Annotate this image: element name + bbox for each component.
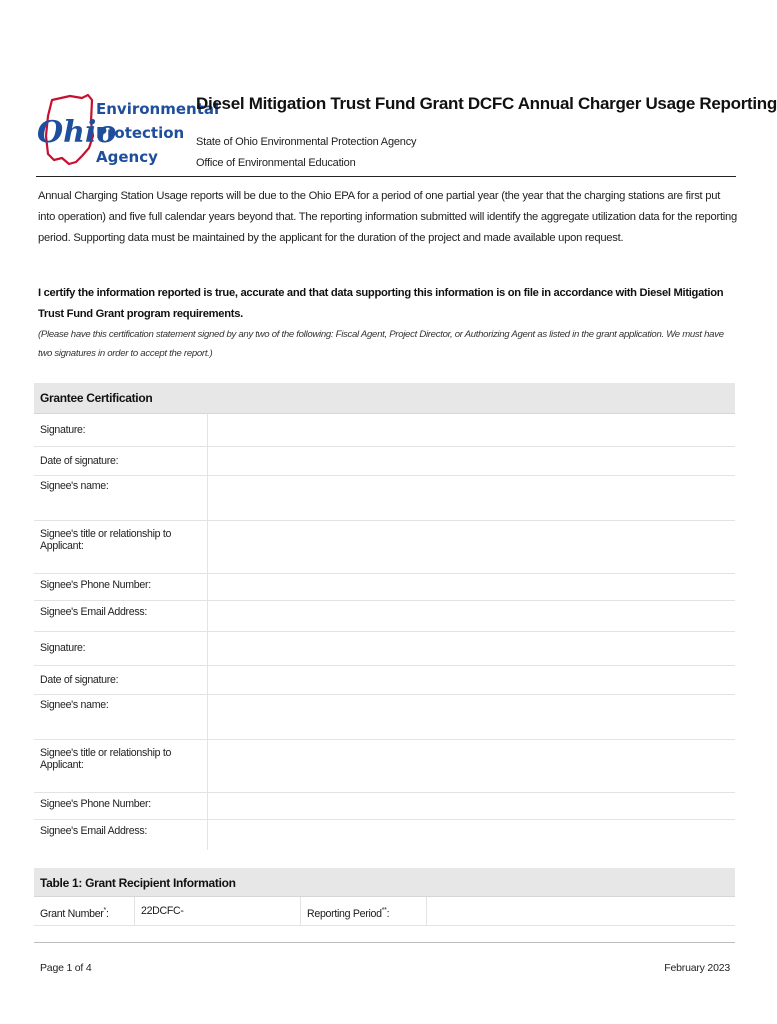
date-label: Date of signature: bbox=[34, 666, 208, 694]
name-row-2 bbox=[34, 695, 735, 740]
svg-text:Agency: Agency bbox=[96, 148, 158, 166]
header-divider bbox=[36, 176, 736, 177]
name-field-2[interactable] bbox=[208, 695, 735, 739]
signature-field-2[interactable] bbox=[208, 632, 735, 665]
title-row-2 bbox=[34, 740, 735, 793]
title-row-1 bbox=[34, 521, 735, 574]
grantee-certification-heading: Grantee Certification bbox=[34, 383, 735, 414]
document-title: Diesel Mitigation Trust Fund Grant DCFC Annual Charger Usage Reporting bbox=[196, 94, 777, 113]
email-field-2[interactable] bbox=[208, 820, 735, 850]
phone-field-2[interactable] bbox=[208, 793, 735, 819]
reporting-period-label: Reporting Period**: bbox=[301, 897, 427, 925]
grant-number-field[interactable]: 22DCFC- bbox=[135, 897, 301, 925]
ohio-epa-logo bbox=[36, 92, 220, 172]
footer-divider bbox=[34, 942, 735, 943]
date-label: Date of signature: bbox=[34, 447, 208, 475]
certification-statement: I certify the information reported is true, accurate and that data supporting this information is on file in accordance with Diesel Mitigation Trust Fund Grant program requirements. bbox=[38, 287, 724, 320]
email-field-1[interactable] bbox=[208, 601, 735, 631]
title-field-1[interactable] bbox=[208, 521, 735, 573]
reporting-period-field[interactable] bbox=[427, 897, 735, 925]
signature-note: (Please have this certification statement signed by any two of the following: Fiscal Agent, Project Director, or Authorizing Agent as listed in the grant application. We must have two signatures in order to accept the report.) bbox=[38, 329, 724, 359]
office-name: Office of Environmental Education bbox=[196, 157, 356, 169]
svg-text:Environmental: Environmental bbox=[96, 100, 220, 118]
title-field-2[interactable] bbox=[208, 740, 735, 792]
date-field-1[interactable] bbox=[208, 447, 735, 475]
phone-field-1[interactable] bbox=[208, 574, 735, 600]
document-date: February 2023 bbox=[664, 962, 730, 974]
email-label: Signee's Email Address: bbox=[34, 601, 208, 631]
signature-row-2 bbox=[34, 632, 735, 666]
name-label: Signee's name: bbox=[34, 695, 208, 739]
svg-text:Protection: Protection bbox=[96, 124, 185, 142]
svg-text:Ohio: Ohio bbox=[37, 115, 117, 150]
grant-recipient-heading: Table 1: Grant Recipient Information bbox=[34, 868, 735, 897]
title-label: Signee's title or relationship to Applicant: bbox=[34, 521, 208, 573]
title-label: Signee's title or relationship to Applicant: bbox=[34, 740, 208, 792]
email-label: Signee's Email Address: bbox=[34, 820, 208, 850]
page-number: Page 1 of 4 bbox=[40, 962, 92, 974]
agency-name: State of Ohio Environmental Protection Agency bbox=[196, 136, 417, 148]
grant-number-label: Grant Number*: bbox=[34, 897, 135, 925]
phone-row-2 bbox=[34, 793, 735, 820]
date-field-2[interactable] bbox=[208, 666, 735, 694]
name-label: Signee's name: bbox=[34, 476, 208, 520]
name-field-1[interactable] bbox=[208, 476, 735, 520]
signature-label: Signature: bbox=[34, 632, 208, 665]
ohio-epa-logo-graphic bbox=[36, 92, 220, 172]
phone-row-1 bbox=[34, 574, 735, 601]
signature-field-1[interactable] bbox=[208, 414, 735, 446]
date-row-2 bbox=[34, 666, 735, 695]
phone-label: Signee's Phone Number: bbox=[34, 793, 208, 819]
grantee-certification-table bbox=[34, 383, 735, 850]
date-row-1 bbox=[34, 447, 735, 476]
email-row-2 bbox=[34, 820, 735, 850]
grant-recipient-table bbox=[34, 868, 735, 926]
email-row-1 bbox=[34, 601, 735, 632]
intro-paragraph: Annual Charging Station Usage reports will be due to the Ohio EPA for a period of one partial year (the year that the charging stations are first put into operation) and five full calendar years beyond that. The reporting information submitted will identify the aggregate utilization data for the reporting period. Supporting data must be maintained by the applicant for the duration of the project and made available upon request. bbox=[38, 190, 737, 244]
phone-label: Signee's Phone Number: bbox=[34, 574, 208, 600]
name-row-1 bbox=[34, 476, 735, 521]
grant-recipient-row bbox=[34, 897, 735, 926]
footnote-mark: * bbox=[103, 907, 106, 914]
signature-label: Signature: bbox=[34, 414, 208, 446]
footnote-mark: ** bbox=[381, 907, 387, 914]
signature-row-1 bbox=[34, 414, 735, 447]
